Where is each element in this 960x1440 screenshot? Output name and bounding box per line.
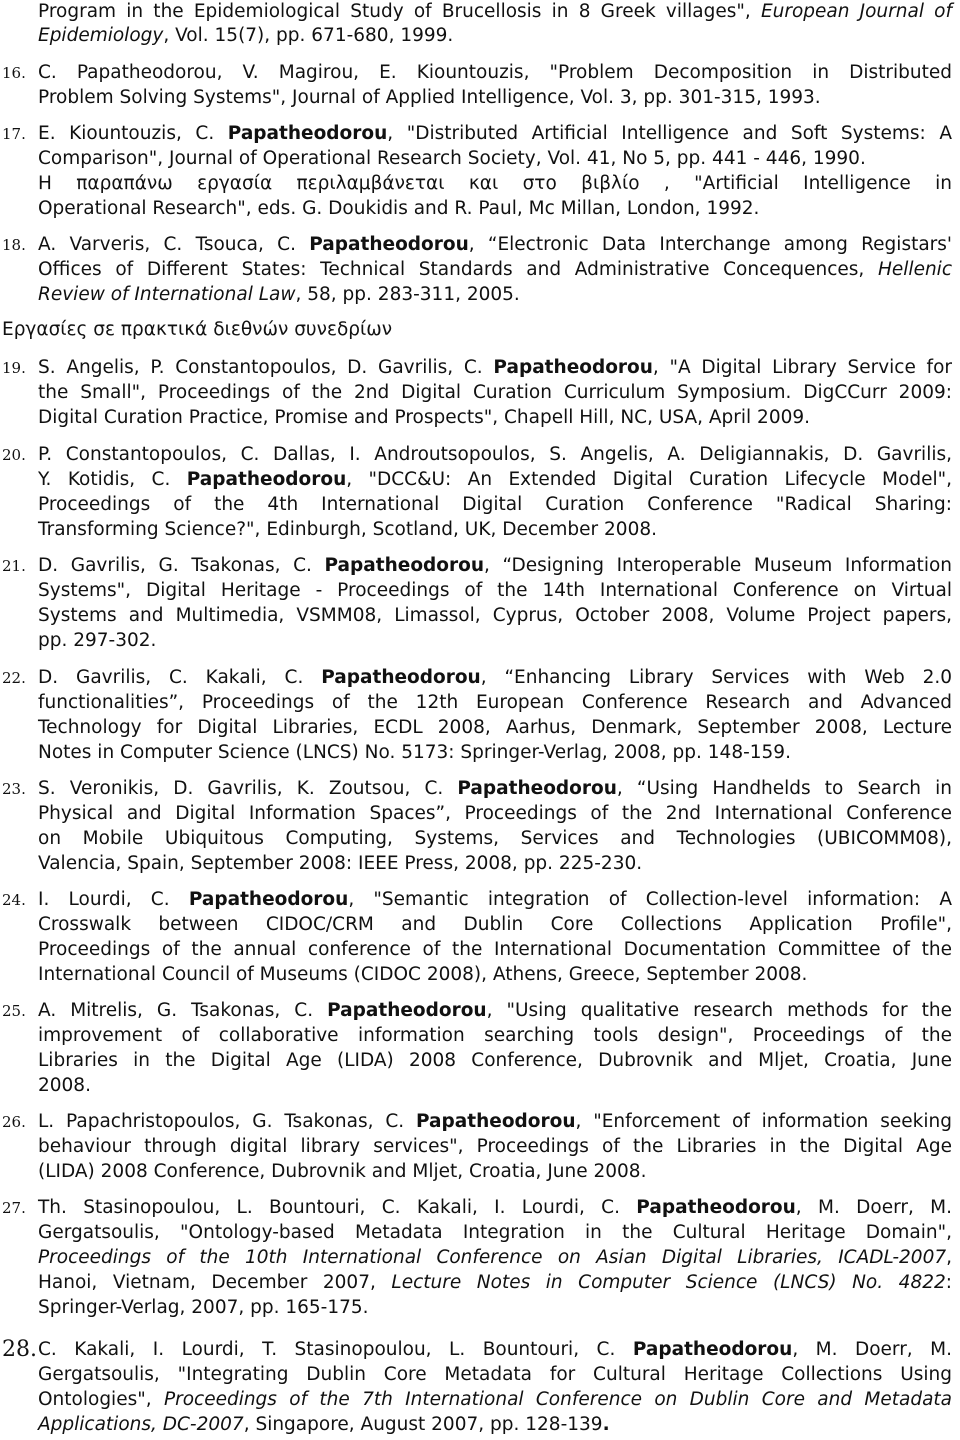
reference-line: Systems", Digital Heritage - Proceedings of the 14th International Conference on Virtual bbox=[38, 580, 952, 601]
reference-line: D. Gavrilis, G. Tsakonas, C. Papatheodorou, “Designing Interoperable Museum Information bbox=[38, 555, 952, 576]
reference-line: Epidemiology, Vol. 15(7), pp. 671-680, 1999. bbox=[38, 25, 454, 46]
author-name: Papatheodorou bbox=[188, 889, 349, 910]
reference-line: Problem Solving Systems", Journal of Applied Intelligence, Vol. 3, pp. 301-315, 1993. bbox=[38, 87, 821, 108]
reference-line: A. Mitrelis, G. Tsakonas, C. Papatheodorou, "Using qualitative research methods for the bbox=[38, 1000, 952, 1021]
reference-line: S. Veronikis, D. Gavrilis, K. Zoutsou, C. Papatheodorou, “Using Handhelds to Search in bbox=[38, 778, 953, 799]
author-name: Papatheodorou bbox=[227, 123, 388, 144]
reference-line: Y. Kotidis, C. Papatheodorou, "DCC&U: An Extended Digital Curation Lifecycle Model", bbox=[38, 469, 952, 490]
reference-line: L. Papachristopoulos, G. Tsakonas, C. Papatheodorou, "Enforcement of information seeking bbox=[38, 1111, 952, 1132]
author-name: Papatheodorou bbox=[309, 234, 469, 255]
reference-line: Technology for Digital Libraries, ECDL 2008, Aarhus, Denmark, September 2008, Lecture bbox=[38, 717, 952, 738]
author-name: Papatheodorou bbox=[415, 1111, 576, 1132]
reference-number: 28. bbox=[2, 1337, 37, 1362]
author-name: Papatheodorou bbox=[636, 1197, 796, 1218]
reference-line: Comparison", Journal of Operational Research Society, Vol. 41, No 5, pp. 441 - 446, 1990. bbox=[38, 148, 866, 169]
reference-number: 20. bbox=[2, 446, 26, 464]
reference-line: Ontologies", Proceedings of the 7th International Conference on Dublin Core and Metadata bbox=[38, 1389, 952, 1410]
reference-line: Proceedings of the 10th International Conference on Asian Digital Libraries, ICADL-2007, bbox=[38, 1247, 952, 1268]
section-heading: Εργασίες σε πρακτικά διεθνών συνεδρίων bbox=[2, 319, 393, 340]
reference-line: Valencia, Spain, September 2008: IEEE Press, 2008, pp. 225-230. bbox=[38, 853, 643, 874]
reference-line: Applications, DC-2007, Singapore, August 2007, pp. 128-139. bbox=[38, 1414, 610, 1435]
reference-line: improvement of collaborative information searching tools design", Proceedings of the bbox=[38, 1025, 952, 1046]
reference-line: Th. Stasinopoulou, L. Bountouri, C. Kakali, I. Lourdi, C. Papatheodorou, M. Doerr, M. bbox=[38, 1197, 952, 1218]
reference-line: Crosswalk between CIDOC/CRM and Dublin Core Collections Application Profile", bbox=[38, 914, 952, 935]
reference-line: D. Gavrilis, C. Kakali, C. Papatheodorou, “Enhancing Library Services with Web 2.0 bbox=[38, 667, 952, 688]
reference-number: 27. bbox=[2, 1199, 26, 1217]
reference-number: 16. bbox=[2, 64, 26, 82]
reference-number: 24. bbox=[2, 891, 26, 909]
reference-line: E. Kiountouzis, C. Papatheodorou, "Distributed Artificial Intelligence and Soft Systems: A bbox=[38, 123, 953, 144]
reference-line: on Mobile Ubiquitous Computing, Systems, Services and Technologies (UBICOMM08), bbox=[38, 828, 952, 849]
author-name: Papatheodorou bbox=[632, 1339, 793, 1360]
reference-number: 22. bbox=[2, 669, 26, 687]
author-name: Papatheodorou bbox=[321, 667, 481, 688]
reference-line: (LIDA) 2008 Conference, Dubrovnik and Mljet, Croatia, June 2008. bbox=[38, 1161, 647, 1182]
reference-line: Review of International Law, 58, pp. 283-311, 2005. bbox=[38, 284, 520, 305]
reference-line: Systems and Multimedia, VSMM08, Limassol, Cyprus, October 2008, Volume Project papers, bbox=[38, 605, 952, 626]
reference-number: 25. bbox=[2, 1002, 26, 1020]
reference-line: Offices of Different States: Technical Standards and Administrative Concequences, Hellenic bbox=[38, 259, 952, 280]
reference-line: Program in the Epidemiological Study of Brucellosis in 8 Greek villages", European Journal of bbox=[38, 1, 952, 22]
reference-line: C. Papatheodorou, V. Magirou, E. Kiountouzis, "Problem Decomposition in Distributed bbox=[38, 62, 952, 83]
reference-number: 17. bbox=[2, 125, 26, 143]
reference-line: the Small", Proceedings of the 2nd Digital Curation Curriculum Symposium. DigCCurr 2009: bbox=[38, 382, 952, 403]
reference-line: Hanoi, Vietnam, December 2007, Lecture Notes in Computer Science (LNCS) No. 4822: bbox=[38, 1272, 952, 1293]
reference-line: pp. 297-302. bbox=[38, 630, 157, 651]
reference-line: A. Varveris, C. Tsouca, C. Papatheodorou, “Electronic Data Interchange among Registars' bbox=[38, 234, 953, 255]
reference-line: Operational Research", eds. G. Doukidis and R. Paul, Mc Millan, London, 1992. bbox=[38, 198, 760, 219]
reference-number: 21. bbox=[2, 557, 26, 575]
reference-line: International Council of Museums (CIDOC 2008), Athens, Greece, September 2008. bbox=[38, 964, 808, 985]
reference-number: 23. bbox=[2, 780, 26, 798]
reference-line: behaviour through digital library services", Proceedings of the Libraries in the Digital Age bbox=[38, 1136, 952, 1157]
author-name: Papatheodorou bbox=[324, 555, 484, 576]
reference-line: C. Kakali, I. Lourdi, T. Stasinopoulou, L. Bountouri, C. Papatheodorou, M. Doerr, M. bbox=[38, 1339, 952, 1360]
author-name: Papatheodorou bbox=[457, 778, 617, 799]
reference-number: 19. bbox=[2, 359, 26, 377]
reference-line: Digital Curation Practice, Promise and Prospects", Chapell Hill, NC, USA, April 2009. bbox=[38, 407, 811, 428]
reference-line: Springer-Verlag, 2007, pp. 165-175. bbox=[38, 1297, 369, 1318]
reference-line: Proceedings of the 4th International Digital Curation Conference "Radical Sharing: bbox=[38, 494, 952, 515]
reference-line: Η παραπάνω εργασία περιλαμβάνεται και στο βιβλίο , "Artificial Intelligence in bbox=[38, 173, 952, 194]
reference-line: S. Angelis, P. Constantopoulos, D. Gavrilis, C. Papatheodorou, "A Digital Library Service for bbox=[38, 357, 952, 378]
reference-line: Proceedings of the annual conference of the International Documentation Committee of the bbox=[38, 939, 952, 960]
reference-line: Gergatsoulis, "Ontology-based Metadata Integration in the Cultural Heritage Domain", bbox=[38, 1222, 952, 1243]
reference-line: Libraries in the Digital Age (LIDA) 2008 Conference, Dubrovnik and Mljet, Croatia, June bbox=[38, 1050, 952, 1071]
reference-number: 18. bbox=[2, 236, 26, 254]
reference-line: 2008. bbox=[38, 1075, 91, 1096]
reference-line: P. Constantopoulos, C. Dallas, I. Androutsopoulos, S. Angelis, A. Deligiannakis, D. Gavrilis, bbox=[38, 444, 952, 465]
reference-line: Transforming Science?", Edinburgh, Scotland, UK, December 2008. bbox=[38, 519, 657, 540]
reference-line: functionalities”, Proceedings of the 12th European Conference Research and Advanced bbox=[38, 692, 952, 713]
author-name: Papatheodorou bbox=[493, 357, 653, 378]
reference-line: I. Lourdi, C. Papatheodorou, "Semantic integration of Collection-level information: A bbox=[38, 889, 952, 910]
reference-number: 26. bbox=[2, 1113, 26, 1131]
reference-line: Gergatsoulis, "Integrating Dublin Core Metadata for Cultural Heritage Collections Using bbox=[38, 1364, 952, 1385]
author-name: Papatheodorou bbox=[327, 1000, 487, 1021]
reference-line: Notes in Computer Science (LNCS) No. 5173: Springer-Verlag, 2008, pp. 148-159. bbox=[38, 742, 791, 763]
reference-line: Physical and Digital Information Spaces”, Proceedings of the 2nd International Conference bbox=[38, 803, 952, 824]
author-name: Papatheodorou bbox=[186, 469, 347, 490]
